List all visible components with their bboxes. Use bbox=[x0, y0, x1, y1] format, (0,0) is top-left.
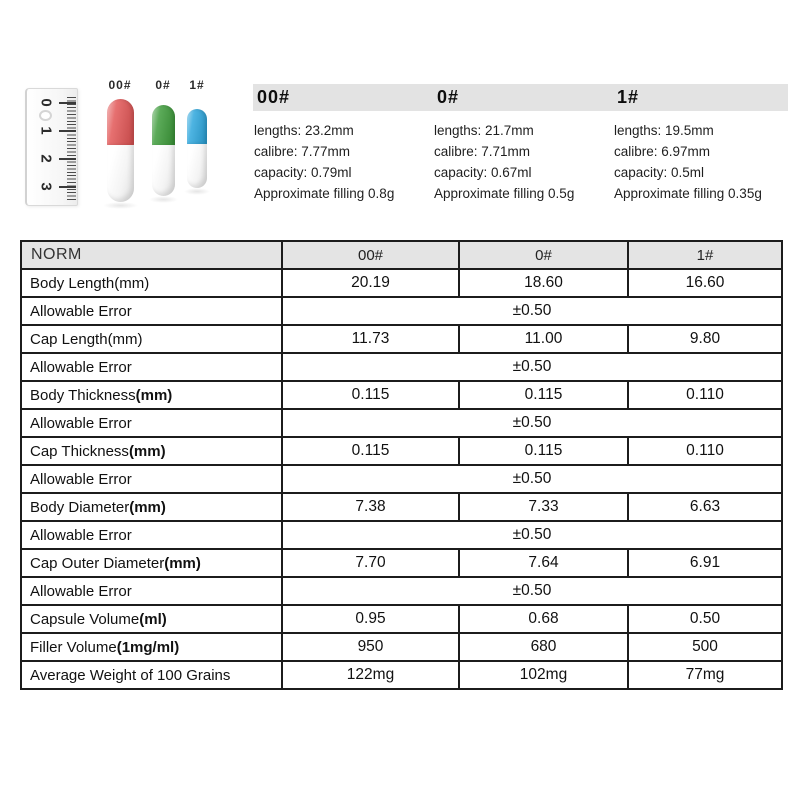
row-label: Allowable Error bbox=[21, 577, 282, 605]
row-value: 0.115 bbox=[459, 437, 628, 465]
row-value: 7.70 bbox=[282, 549, 459, 577]
row-value: 950 bbox=[282, 633, 459, 661]
row-value: 0.110 bbox=[628, 437, 782, 465]
row-value: 0.115 bbox=[459, 381, 628, 409]
row-value: 9.80 bbox=[628, 325, 782, 353]
capsule-body bbox=[152, 145, 175, 196]
capsule-size-label: 1# bbox=[189, 78, 205, 92]
row-value: 0.95 bbox=[282, 605, 459, 633]
row-label: Allowable Error bbox=[21, 353, 282, 381]
row-value: 7.64 bbox=[459, 549, 628, 577]
row-label: Cap Outer Diameter(mm) bbox=[21, 549, 282, 577]
spec-line-capacity: capacity: 0.5ml bbox=[614, 165, 705, 180]
row-value: 122mg bbox=[282, 661, 459, 689]
table-row bbox=[21, 577, 782, 605]
spec-line-filling: Approximate filling 0.5g bbox=[434, 186, 575, 201]
spec-card-0 bbox=[433, 84, 611, 204]
table-row bbox=[21, 297, 782, 325]
capsule-body bbox=[187, 144, 207, 188]
ruler-number: 0 bbox=[37, 98, 55, 107]
capsule-cap bbox=[152, 105, 175, 146]
table-row bbox=[21, 633, 782, 661]
spec-size-title: 00# bbox=[257, 87, 291, 107]
capsule-body bbox=[107, 145, 134, 202]
row-label: Capsule Volume(ml) bbox=[21, 605, 282, 633]
capsule-illustration-1 bbox=[187, 109, 207, 188]
spec-size-title: 0# bbox=[437, 87, 460, 107]
spec-line-filling: Approximate filling 0.8g bbox=[254, 186, 395, 201]
row-value: 6.91 bbox=[628, 549, 782, 577]
table-row bbox=[21, 493, 782, 521]
row-value: 0.110 bbox=[628, 381, 782, 409]
row-label: Filler Volume(1mg/ml) bbox=[21, 633, 282, 661]
spec-line-lengths: lengths: 23.2mm bbox=[254, 123, 354, 138]
capsule-illustration-00 bbox=[107, 99, 134, 202]
row-value: 7.38 bbox=[282, 493, 459, 521]
ruler-number: 1 bbox=[37, 126, 55, 135]
spec-line-lengths: lengths: 21.7mm bbox=[434, 123, 534, 138]
capsule-illustration-0 bbox=[152, 105, 175, 196]
row-label: Body Length(mm) bbox=[21, 269, 282, 297]
spec-size-title: 1# bbox=[617, 87, 640, 107]
row-value: 102mg bbox=[459, 661, 628, 689]
spec-line-capacity: capacity: 0.79ml bbox=[254, 165, 352, 180]
row-label: Allowable Error bbox=[21, 409, 282, 437]
row-merged-value: ±0.50 bbox=[282, 577, 782, 605]
spec-card-1 bbox=[613, 84, 799, 204]
spec-line-lengths: lengths: 19.5mm bbox=[614, 123, 714, 138]
row-value: 0.50 bbox=[628, 605, 782, 633]
table-header-row bbox=[21, 241, 782, 269]
row-value: 6.63 bbox=[628, 493, 782, 521]
row-value: 18.60 bbox=[459, 269, 628, 297]
spec-line-calibre: calibre: 6.97mm bbox=[614, 144, 711, 159]
row-value: 77mg bbox=[628, 661, 782, 689]
row-label: Cap Thickness(mm) bbox=[21, 437, 282, 465]
capsule-size-label: 0# bbox=[155, 78, 171, 92]
table-row bbox=[21, 409, 782, 437]
ruler-number: 2 bbox=[37, 154, 55, 163]
norm-spec-table bbox=[20, 240, 783, 690]
ruler-hole bbox=[39, 110, 52, 121]
row-merged-value: ±0.50 bbox=[282, 297, 782, 325]
table-row bbox=[21, 325, 782, 353]
row-label: Allowable Error bbox=[21, 297, 282, 325]
capsule-cap bbox=[187, 109, 207, 144]
capsule-size-label: 00# bbox=[108, 78, 132, 92]
row-value: 0.115 bbox=[282, 437, 459, 465]
row-value: 680 bbox=[459, 633, 628, 661]
spec-table-body bbox=[21, 269, 782, 689]
row-merged-value: ±0.50 bbox=[282, 353, 782, 381]
row-label: Cap Length(mm) bbox=[21, 325, 282, 353]
spec-card-00 bbox=[253, 84, 431, 204]
row-label: Body Thickness(mm) bbox=[21, 381, 282, 409]
row-value: 11.00 bbox=[459, 325, 628, 353]
row-merged-value: ±0.50 bbox=[282, 521, 782, 549]
table-row bbox=[21, 381, 782, 409]
table-header-00: 00# bbox=[282, 241, 459, 269]
spec-line-calibre: calibre: 7.71mm bbox=[434, 144, 531, 159]
table-row bbox=[21, 661, 782, 689]
table-row bbox=[21, 353, 782, 381]
spec-line-calibre: calibre: 7.77mm bbox=[254, 144, 351, 159]
table-row bbox=[21, 549, 782, 577]
row-value: 0.115 bbox=[282, 381, 459, 409]
row-merged-value: ±0.50 bbox=[282, 409, 782, 437]
capsule-cap bbox=[107, 99, 134, 145]
ruler-major-tick bbox=[59, 102, 76, 104]
spec-line-capacity: capacity: 0.67ml bbox=[434, 165, 532, 180]
row-label: Body Diameter(mm) bbox=[21, 493, 282, 521]
table-header-1: 1# bbox=[628, 241, 782, 269]
row-value: 20.19 bbox=[282, 269, 459, 297]
ruler-major-tick bbox=[59, 186, 76, 188]
table-row bbox=[21, 605, 782, 633]
table-header-norm: NORM bbox=[21, 241, 282, 269]
row-value: 0.68 bbox=[459, 605, 628, 633]
table-row bbox=[21, 437, 782, 465]
row-value: 11.73 bbox=[282, 325, 459, 353]
ruler-major-tick bbox=[59, 158, 76, 160]
row-value: 500 bbox=[628, 633, 782, 661]
row-label: Allowable Error bbox=[21, 521, 282, 549]
ruler-graphic bbox=[25, 88, 78, 206]
spec-line-filling: Approximate filling 0.35g bbox=[614, 186, 762, 201]
row-value: 7.33 bbox=[459, 493, 628, 521]
table-row bbox=[21, 465, 782, 493]
table-header-0: 0# bbox=[459, 241, 628, 269]
row-label: Average Weight of 100 Grains bbox=[21, 661, 282, 689]
table-row bbox=[21, 269, 782, 297]
ruler-major-tick bbox=[59, 130, 76, 132]
row-label: Allowable Error bbox=[21, 465, 282, 493]
table-row bbox=[21, 521, 782, 549]
row-value: 16.60 bbox=[628, 269, 782, 297]
ruler-number: 3 bbox=[37, 182, 55, 191]
row-merged-value: ±0.50 bbox=[282, 465, 782, 493]
